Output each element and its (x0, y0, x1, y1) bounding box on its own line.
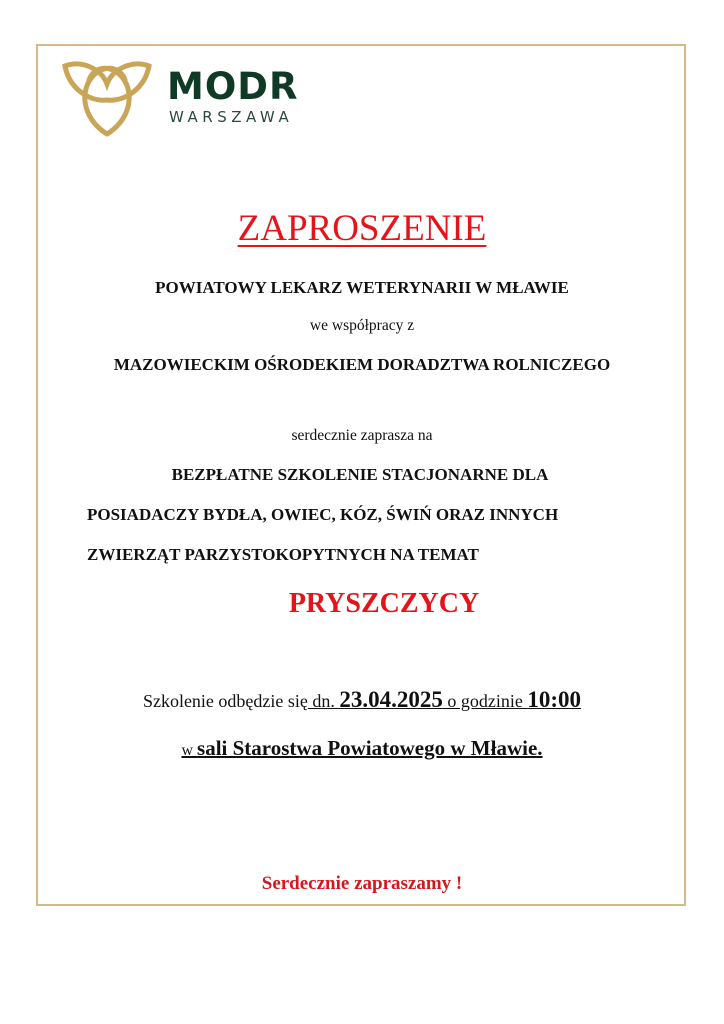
location-prefix: w (181, 742, 198, 759)
time-label: o godzinie (442, 691, 528, 711)
logo-city: WARSZAWA (169, 108, 294, 126)
document-title: ZAPROSZENIE (237, 208, 487, 249)
partner-organization: MAZOWIECKIM OŚRODEKIEM DORADZTWA ROLNICZEGO (113, 355, 611, 374)
location-line (0, 738, 724, 759)
logo-brand: MODR (167, 65, 299, 108)
day-label: dn. (307, 691, 340, 711)
event-date: 23.04.2025 (339, 687, 443, 712)
schedule-line (0, 688, 724, 711)
cooperation-text: we współpracy z (309, 317, 415, 334)
schedule-prefix: Szkolenie odbędzie się (142, 691, 308, 711)
schedule-details (307, 687, 582, 712)
event-location: sali Starostwa Powiatowego w Mławie. (197, 736, 543, 760)
training-line-2: POSIADACZY BYDŁA, OWIEC, KÓZ, ŚWIŃ ORAZ INNYCH (87, 505, 559, 524)
organizer: POWIATOWY LEKARZ WETERYNARII W MŁAWIE (155, 278, 569, 297)
trinity-knot-icon (61, 58, 153, 138)
closing-text: Serdecznie zapraszamy ! (261, 873, 463, 894)
event-time: 10:00 (527, 687, 582, 712)
invitation-text: serdecznie zaprasza na (291, 427, 433, 444)
modr-logo (61, 58, 311, 138)
training-line-3: ZWIERZĄT PARZYSTOKOPYTNYCH NA TEMAT (87, 545, 479, 564)
training-topic: PRYSZCZYCY (288, 588, 480, 619)
training-line-1: BEZPŁATNE SZKOLENIE STACJONARNE DLA (171, 465, 549, 484)
